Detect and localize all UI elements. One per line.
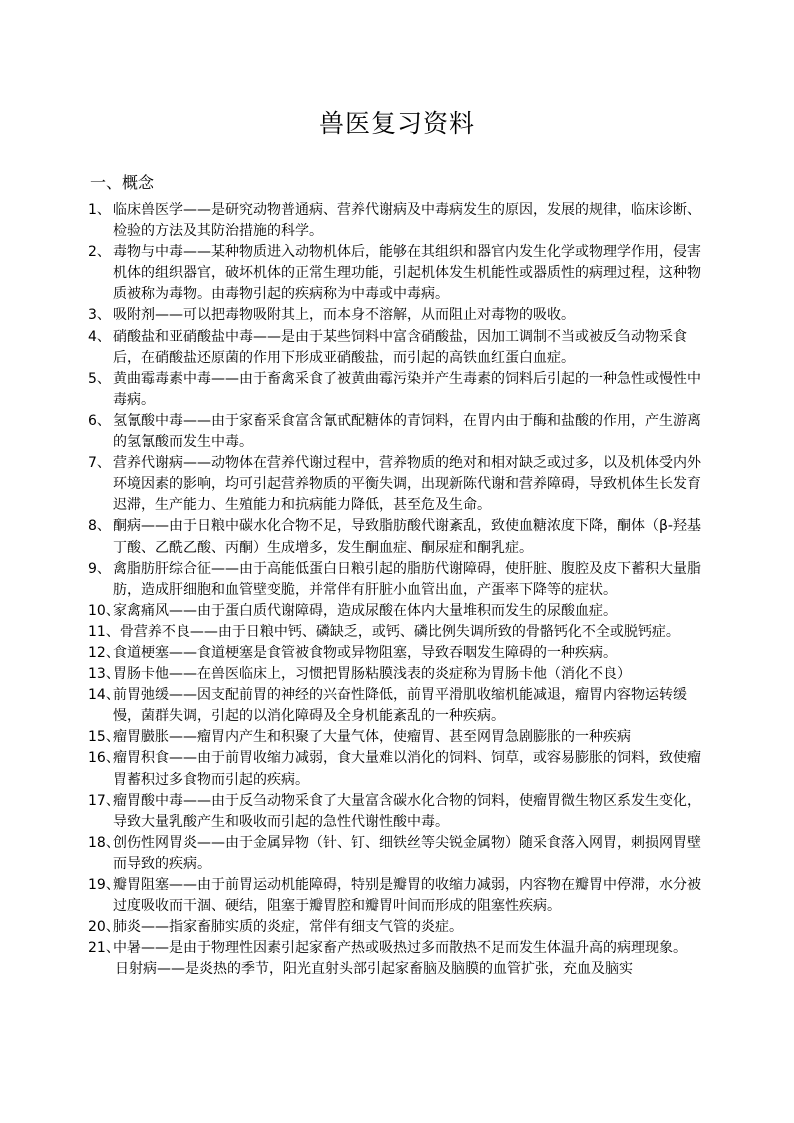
list-item (88, 559, 714, 601)
list-item (88, 601, 714, 622)
list-item (88, 875, 714, 917)
list-item (88, 516, 714, 558)
item-text: 瘤胃积食——由于前胃收缩力减弱，食大量难以消化的饲料、饲草，或容易膨胀的饲料，致使瘤胃蓄积过多食物而引起的疾病。 (113, 750, 701, 788)
list-item (88, 748, 714, 790)
item-number: 9、 (88, 560, 111, 577)
item-text: 吸附剂——可以把毒物吸附其上，而本身不溶解，从而阻止对毒物的吸收。 (113, 307, 575, 324)
item-text: 中暑——是由于物理性因素引起家畜产热或吸热过多而散热不足而发生体温升高的病理现象。 (113, 940, 687, 957)
item-text: 临床兽医学——是研究动物普通病、营养代谢病及中毒病发生的原因，发展的规律，临床诊断、检验的方法及其防治措施的科学。 (113, 202, 701, 240)
item-text: 瘤胃酸中毒——由于反刍动物采食了大量富含碳水化合物的饲料，使瘤胃微生物区系发生变化，导致大量乳酸产生和吸收而引起的急性代谢性酸中毒。 (113, 792, 701, 830)
item-text: 毒物与中毒——某种物质进入动物机体后，能够在其组织和器官内发生化学或物理学作用，侵害机体的组织器官，破坏机体的正常生理功能，引起机体发生机能性或器质性的病理过程，这种物质被称为毒物。由毒物引起的疾病称为中毒或中毒病。 (113, 244, 701, 303)
item-number: 18、 (88, 834, 120, 851)
item-text: 骨营养不良——由于日粮中钙、磷缺乏，或钙、磷比例失调所致的骨骼钙化不全或脱钙症。 (119, 623, 680, 640)
concept-list (88, 200, 714, 980)
item-number: 3、 (88, 307, 111, 324)
item-number: 5、 (88, 370, 111, 387)
item-text: 营养代谢病——动物体在营养代谢过程中，营养物质的绝对和相对缺乏或过多，以及机体受内外环境因素的影响，均可引起营养物质的平衡失调，出现新陈代谢和营养障碍，导致机体生长发育迟滞，生产能力、生殖能力和抗病能力降低，甚至危及生命。 (113, 455, 701, 514)
item-text: 氢氰酸中毒——由于家畜采食富含氰甙配糖体的青饲料，在胃内由于酶和盐酸的作用，产生游离的氢氰酸而发生中毒。 (113, 412, 701, 451)
item-number: 16、 (88, 750, 120, 767)
item-number: 19、 (88, 877, 120, 893)
item-text: 前胃弛缓——因支配前胃的神经的兴奋性降低，前胃平滑肌收缩机能减退，瘤胃内容物运转缓慢，菌群失调，引起的以消化障碍及全身机能紊乱的一种疾病。 (113, 687, 687, 725)
item-number: 15、 (88, 729, 120, 746)
item-number: 13、 (88, 666, 120, 683)
list-item (88, 664, 714, 685)
item-number: 10、 (88, 602, 120, 619)
list-item (88, 833, 714, 875)
item-number: 7、 (88, 455, 111, 472)
list-item (88, 727, 714, 748)
section-heading: 一、概念 (90, 173, 155, 192)
document-title: 兽医复习资料 (318, 109, 475, 138)
item-text: 瓣胃阻塞——由于前胃运动机能障碍，特别是瓣胃的收缩力减弱，内容物在瓣胃中停滞，水分被过度吸收而干涸、硬结，阻塞于瓣胃腔和瓣胃叶间而形成的阻塞性疾病。 (113, 877, 701, 915)
item-text: 黄曲霉毒素中毒——由于畜禽采食了被黄曲霉污染并产生毒素的饲料后引起的一种急性或慢性中毒病。 (113, 370, 701, 408)
list-item (88, 938, 714, 959)
list-item (88, 453, 714, 516)
list-item (88, 242, 714, 305)
item-text: 硝酸盐和亚硝酸盐中毒——是由于某些饲料中富含硝酸盐，因加工调制不当或被反刍动物采食后，在硝酸盐还原菌的作用下形成亚硝酸盐，而引起的高铁血红蛋白血症。 (113, 328, 687, 366)
item-number: 2、 (88, 244, 111, 261)
item-number: 12、 (88, 644, 120, 661)
item-text: 食道梗塞——食道梗塞是食管被食物或异物阻塞，导致吞咽发生障碍的一种疾病。 (113, 644, 617, 661)
item-number: 17、 (88, 792, 120, 809)
item-number: 20、 (88, 919, 120, 936)
list-item (88, 917, 714, 938)
item-number: 21、 (88, 940, 120, 957)
item-text: 酮病——由于日粮中碳水化合物不足，导致脂肪酸代谢紊乱，致使血糖浓度下降，酮体（β-羟基丁酸、乙酰乙酸、丙酮）生成增多，发生酮血症、酮尿症和酮乳症。 (113, 518, 701, 556)
item-text: 创伤性网胃炎——由于金属异物（针、钉、细铁丝等尖锐金属物）随采食落入网胃，刺损网胃壁而导致的疾病。 (113, 834, 701, 872)
list-item (88, 200, 714, 242)
item-number: 6、 (88, 412, 111, 429)
item-number: 14、 (88, 687, 120, 704)
list-item (88, 622, 714, 643)
sub-item-text: 日射病——是炎热的季节，阳光直射头部引起家畜脑及脑膜的血管扩张，充血及脑实 (115, 961, 633, 978)
list-item (88, 305, 714, 326)
list-item (88, 327, 714, 369)
list-item (88, 791, 714, 833)
list-item (88, 411, 714, 453)
item-number: 1、 (88, 202, 111, 218)
list-item (88, 685, 714, 727)
item-text: 禽脂肪肝综合征——由于高能低蛋白日粮引起的脂肪代谢障碍，使肝脏、腹腔及皮下蓄积大量脂肪，造成肝细胞和血管壁变脆，并常伴有肝脏小血管出血，产蛋率下降等的症状。 (113, 560, 701, 598)
item-number: 4、 (88, 328, 111, 345)
list-item (88, 369, 714, 411)
item-number: 11、 (88, 623, 120, 640)
item-text: 瘤胃臌胀——瘤胃内产生和积聚了大量气体，使瘤胃、甚至网胃急剧膨胀的一种疾病 (113, 729, 631, 746)
item-text: 胃肠卡他——在兽医临床上，习惯把胃肠粘膜浅表的炎症称为胃肠卡他（消化不良） (113, 666, 631, 683)
item-text: 肺炎——指家畜肺实质的炎症，常伴有细支气管的炎症。 (113, 919, 463, 936)
item-text: 家禽痛风——由于蛋白质代谢障碍，造成尿酸在体内大量堆积而发生的尿酸血症。 (113, 602, 617, 619)
list-item (88, 643, 714, 664)
item-number: 8、 (88, 518, 111, 535)
